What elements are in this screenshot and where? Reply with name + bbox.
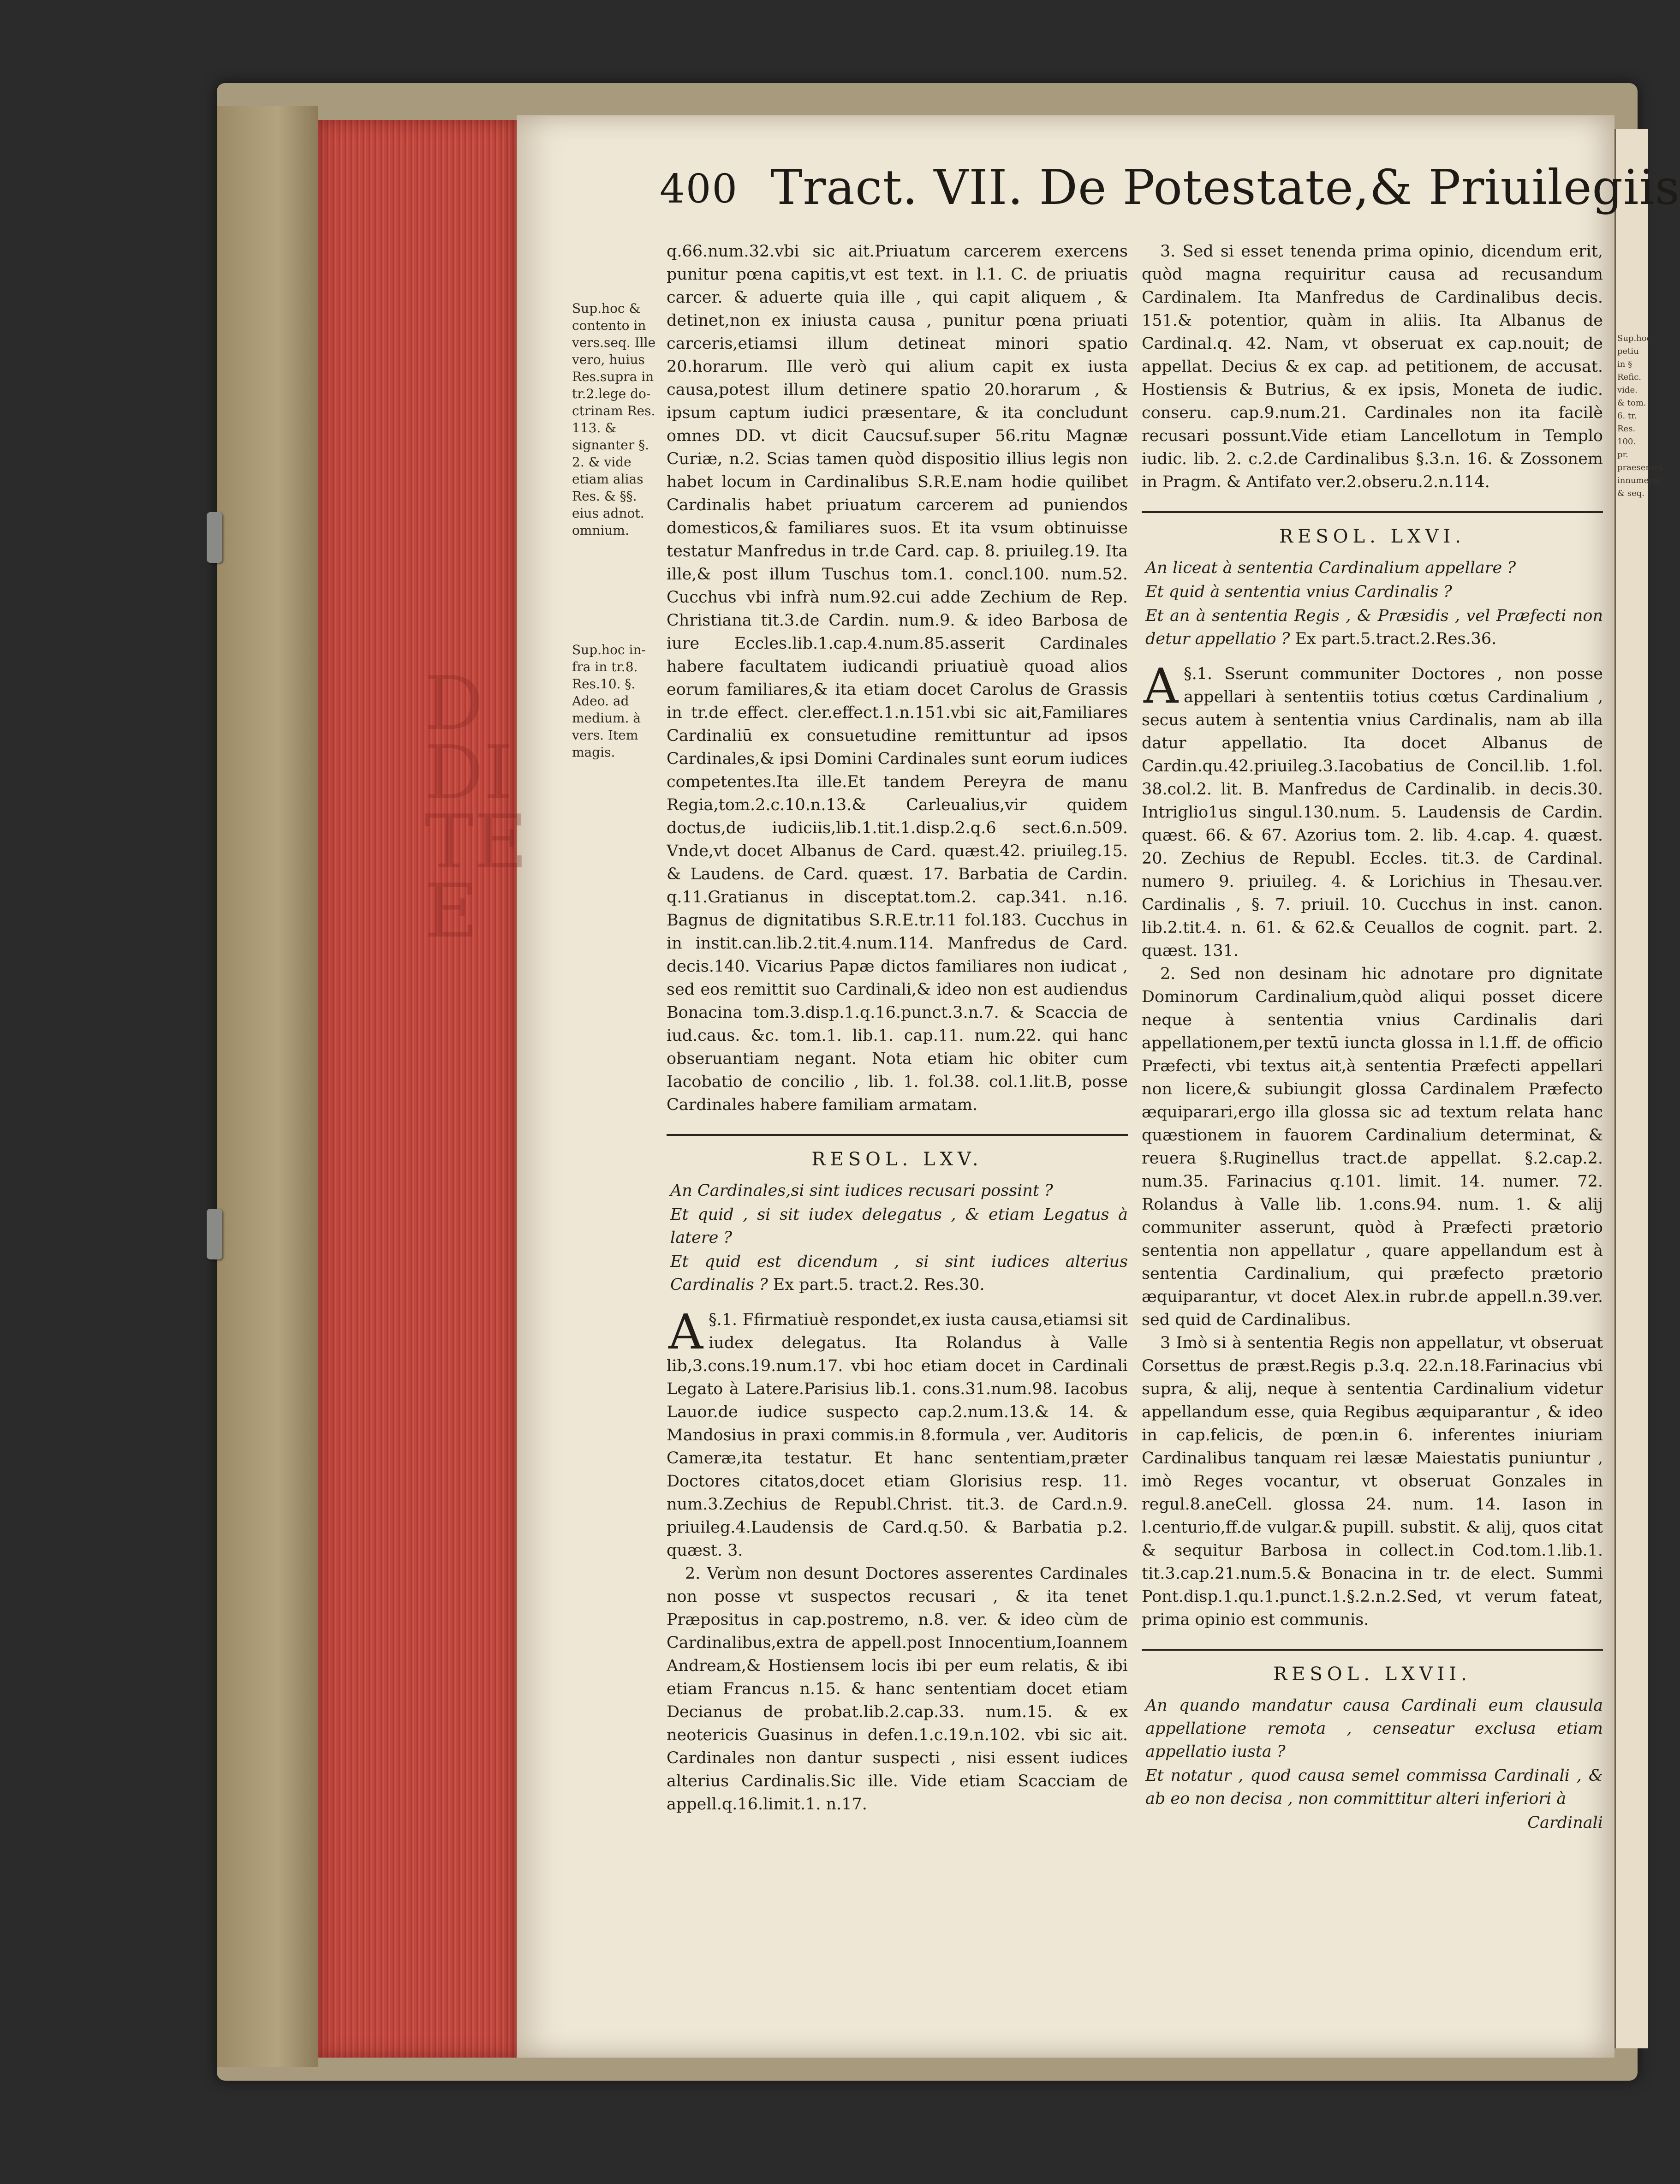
question-66-1: An liceat à sententia Cardinalium appellare ? [1145, 559, 1516, 577]
margin-note-2: Sup.hoc in-fra in tr.8. Res.10. §. Adeo. ad medium. à vers. Item magis. [572, 642, 646, 760]
drop-cap: A [1144, 658, 1179, 714]
clasp-top [207, 512, 222, 563]
section-66-2: 2. Sed non desinam hic adnotare pro dignitate Dominorum Cardinalium,quòd aliqui posset dicere neque à sententia vnius Cardinalis dari appellationem,per textū iuncta glossa in l.1.ff. de officio Præfecti, vbi textus ait,à sententia Præfecti appellari non licere,& subiungit glossa Cardinalem Præfecto æquiparari,ergo illa glossa sic ad textum relata hanc quæstionem in fauorem Cardinalium determinat, & reuera §.Ruginellus tract.de appellat. §.2.cap.2. num.35. Farinacius q.101. limit. 14. numer. 72. Rolandus à Valle lib. 1.cons.94. num. 1. & alij communiter asserunt, quòd à Præfecti prætorio sententia non appellatur , quare appellandum est à sententia Cardinalium, qui præfecto prætorio æquiparantur, vt docet Alex.in rubr.de appell.n.39.ver. sed quid de Cardinalibus. [1142, 965, 1603, 1329]
right-column [1142, 240, 1603, 1834]
red-page-edges [318, 120, 517, 2058]
section-65-2: 2. Verùm non desunt Doctores asserentes Cardinales non posse vt suspectos recusari , & ita tenet Præpositus in cap.postremo, n.8. ver. & ideo cùm de Cardinalibus,extra de appell.post Innocentium,Ioannem Andream,& Hostiensem locis ibi per eum relatis, & ibi etiam Francus n.15. & hanc sententiam docet etiam Decianus de probat.lib.2.cap.33. num.15. & ex neotericis Guasinus in defen.1.c.19.n.102. vbi sic ait. Cardinales non dantur suspecti , nisi essent iudices alterius Cardinalis.Sic ille. Vide etiam Scacciam de appell.q.16.limit.1. n.17. [667, 1564, 1128, 1814]
section-mark: §.1. [1184, 665, 1213, 683]
left-column [667, 240, 1128, 1816]
right-opening-paragraph: 3. Sed si esset tenenda prima opinio, dicendum erit, quòd magna requiritur causa ad recusandum Cardinalem. Ita Manfredus de Cardinalibus decis. 151.& potentior, quàm in aliis. Ita Albanus de Cardinal.q. 42. Nam, vt obseruat ex cap.nouit; de appellat. Decius & ex cap. ad petitionem, de accusat. Hostiensis & Butrius, & ex ipsis, Moneta de iudic. conseru. cap.9.num.21. Cardinales non ita facilè recusari possunt.Vide etiam Lancellotum in Templo iudic. lib. 2. c.2.de Cardinalibus §.3.n. 16. & Zossonem in Pragm. & Antifato ver.2.obseru.2.n.114. [1142, 242, 1603, 491]
section-mark: §.1. [709, 1311, 738, 1329]
question-65-reference: Ex part.5. tract.2. Res.30. [773, 1276, 985, 1294]
question-66-reference: Ex part.5.tract.2.Res.36. [1295, 630, 1497, 648]
resol-heading-65: RESOL. LXV. [811, 1149, 983, 1170]
clasp-bottom [207, 1209, 222, 1259]
section-66-1: §.1. A Sserunt communiter Doctores , non posse appellari à sententiis totius cœtus Cardinalium , secus autem à sententia vnius Cardinalis, nam ab illa datur appellatio. Ita docet Albanus de Cardin.qu.42.priuileg.3.Iacobatius de Concil.lib. 1.fol. 38.col.2. lit. B. Manfredus de Cardinalib. in decis.30. Intriglio1us singul.130.num. 5. Laudensis de Cardin. quæst. 66. & 67. Azorius tom. 2. lib. 4.cap. 4. quæst. 20. Zechius de Republ. Eccles. tit.3. de Cardinal. numero 9. priuileg. 4. & Lorichius in Thesau.ver. Cardinalis , §. 7. priuil. 10. Cucchus in inst. canon. lib.2.tit.4. n. 61. & 62.& Ceuallos de cognit. part. 2. quæst. 131. [1142, 658, 1603, 960]
divider-rule [1142, 1649, 1603, 1651]
question-66-3: Et an à sententia Regis , & Præsidis , vel Præfecti non detur appellatio ? Ex part.5.tract.2.Res.36. [1145, 607, 1603, 648]
drop-cap: A [668, 1304, 703, 1360]
question-65-2: Et quid , si sit iudex delegatus , & etiam Legatus à latere ? [670, 1205, 1128, 1247]
question-67-1: An quando mandatur causa Cardinali eum clausula appellatione remota , censeatur exclusa etiam appellatio iusta ? [1145, 1696, 1603, 1761]
running-title: Tract. VII. De Potestate,& Priuilegiis [770, 159, 1680, 215]
divider-rule [667, 1134, 1128, 1136]
page-number: 400 [660, 166, 739, 212]
section-66-3: 3 Imò si à sententia Regis non appellatur, vt obseruat Corsettus de præst.Regis p.3.q. 22.n.18.Farinacius vbi supra, & alij, neque à sententia Cardinalium videtur appellandum esse, quia Regibus æquiparantur , & ideo in cap.felicis, de pœn.in 6. inferentes iniuriam Cardinalibus tanquam rei læsæ Maiestatis puniuntur , imò Reges vocantur, vt obseruat Gonzales in regul.8.aneCell. glossa 24. num. 14. Iason in l.centurio,ff.de vulgar.& pupill. substit. & alij, quos citat & sequitur Barbosa in collect.in Cod.tom.1.lib.1. tit.3.cap.21.num.5.& Bonacina in tr. de elect. Summi Pont.disp.1.qu.1.punct.1.§.2.n.2.Sed, vt verum fateat, prima opinio est communis. [1142, 1334, 1603, 1629]
facing-page-margin-note: Sup.hoc petiu in § Refic. vide. & tom. 6. tr. Res. 100. pr. praesentet. innumerat. & seq. [1617, 334, 1665, 498]
margin-note-1: Sup.hoc & contento in vers.seq. Ille vero, huius Res.supra in tr.2.lege do-ctrinam Res. 113. & signanter §. 2. & vide etiam alias Res. & §§. eius adnot. omnium. [572, 301, 656, 538]
book-spine-edge [217, 106, 318, 2067]
question-65-3: Et quid est dicendum , si sint iudices alterius Cardinalis ? Ex part.5. tract.2. Res.30. [670, 1253, 1128, 1294]
left-opening-paragraph: q.66.num.32.vbi sic ait.Priuatum carcerem exercens punitur pœna capitis,vt est text. in l.1. C. de priuatis carcer. & aduerte quia ille , qui capit aliquem , & detinet,non ex iniusta causa , punitur pœna priuati carceris,etiamsi illum detineat minori spatio 20.horarum. Ille verò qui alium capit ex iusta causa,potest illum detinere spatio 20.horarum , & ipsum captum iudici præsentare, & ita concludunt omnes DD. vt dicit Caucsuf.super 56.ritu Magnæ Curiæ, n.2. Scias tamen quòd dispositio illius legis non habet locum in Cardinalibus S.R.E.nam hodie quilibet Cardinalis habet priuatum carcerem ad puniendos domesticos,& familiares suos. Et ita vsum obtinuisse testatur Manfredus in tr.de Card. cap. 8. priuileg.19. Ita ille,& post illum Tuschus tom.1. concl.100. num.52. Cucchus vbi infrà num.92.cui adde Zechium de Rep. Christiana tit.3.de Cardin. num.9. & ideo Barbosa de iure Eccles.lib.1.cap.4.num.85.asserit Cardinales habere facultatem iudicandi priuatiuè quoad alios eorum familiares,& ita etiam docet Carolus de Grassis in tr.de effect. cler.effect.1.n.151.vbi sic ait,Familiares Cardinaliū ex consuetudine remittuntur ad ipsos Cardinales,& ipsi Domini Cardinales sunt eorum iudices competentes.Ita ille.Et tandem Pereyra de manu Regia,tom.2.c.10.n.13.& Carleualius,vir quidem doctus,de iudiciis,lib.1.tit.1.disp.2.q.6 sect.6.n.509. Vnde,vt docet Albanus de Card. quæst.42. priuileg.15. & Laudens. de Card. quæst. 17. Barbatia de Cardin. q.11.Gratianus in disceptat.tom.2. cap.341. n.16. Bagnus de dignitatibus S.R.E.tr.11 fol.183. Cucchus in in instit.can.lib.2.tit.4.num.114. Manfredus de Card. decis.140. Vicarius Papæ dictos familiares non iudicat , sed eos remittit suo Cardinali,& ideo non est audiendus Bonacina tom.3.disp.1.q.16.punct.3.n.7. & Scaccia de iud.caus. &c. tom.1. lib.1. cap.11. num.22. qui hanc obseruantiam negant. Nota etiam hic obiter cum Iacobatio de concilio , lib. 1. fol.38. col.1.lit.B, posse Cardinales habere familiam armatam. [667, 242, 1128, 1114]
question-65-1: An Cardinales,si sint iudices recusari possint ? [670, 1182, 1053, 1200]
resol-heading-67: RESOL. LXVII. [1273, 1664, 1471, 1685]
section-65-1: §.1. A Ffirmatiuè respondet,ex iusta causa,etiamsi sit iudex delegatus. Ita Rolandus à Valle lib,3.cons.19.num.17. vbi hoc etiam docet in Cardinali Legato à Latere.Parisius lib.1. cons.31.num.98. Iacobus Lauor.de iudice suspecto cap.2.num.13.& 14. & Mandosius in praxi commis.in 8.formula , ver. Auditoris Cameræ,ita testatur. Et hanc sententiam,præter Doctores citatos,docet etiam Glorisius resp. 11. num.3.Zechius de Republ.Christ. tit.3. de Card.n.9. priuileg.4.Laudensis de Card.q.50. & Barbatia p.2. quæst. 3. [667, 1304, 1128, 1560]
catchword: Cardinali [1527, 1814, 1603, 1832]
resol-heading-66: RESOL. LXVI. [1279, 526, 1466, 547]
bleed-through-text: D DI TE E [424, 660, 528, 954]
divider-rule [1142, 511, 1603, 513]
question-67-2: Et notatur , quod causa semel commissa Cardinali , & ab eo non decisa , non committitur alteri inferiori à [1145, 1766, 1603, 1808]
question-66-2: Et quid à sententia vnius Cardinalis ? [1145, 583, 1452, 601]
